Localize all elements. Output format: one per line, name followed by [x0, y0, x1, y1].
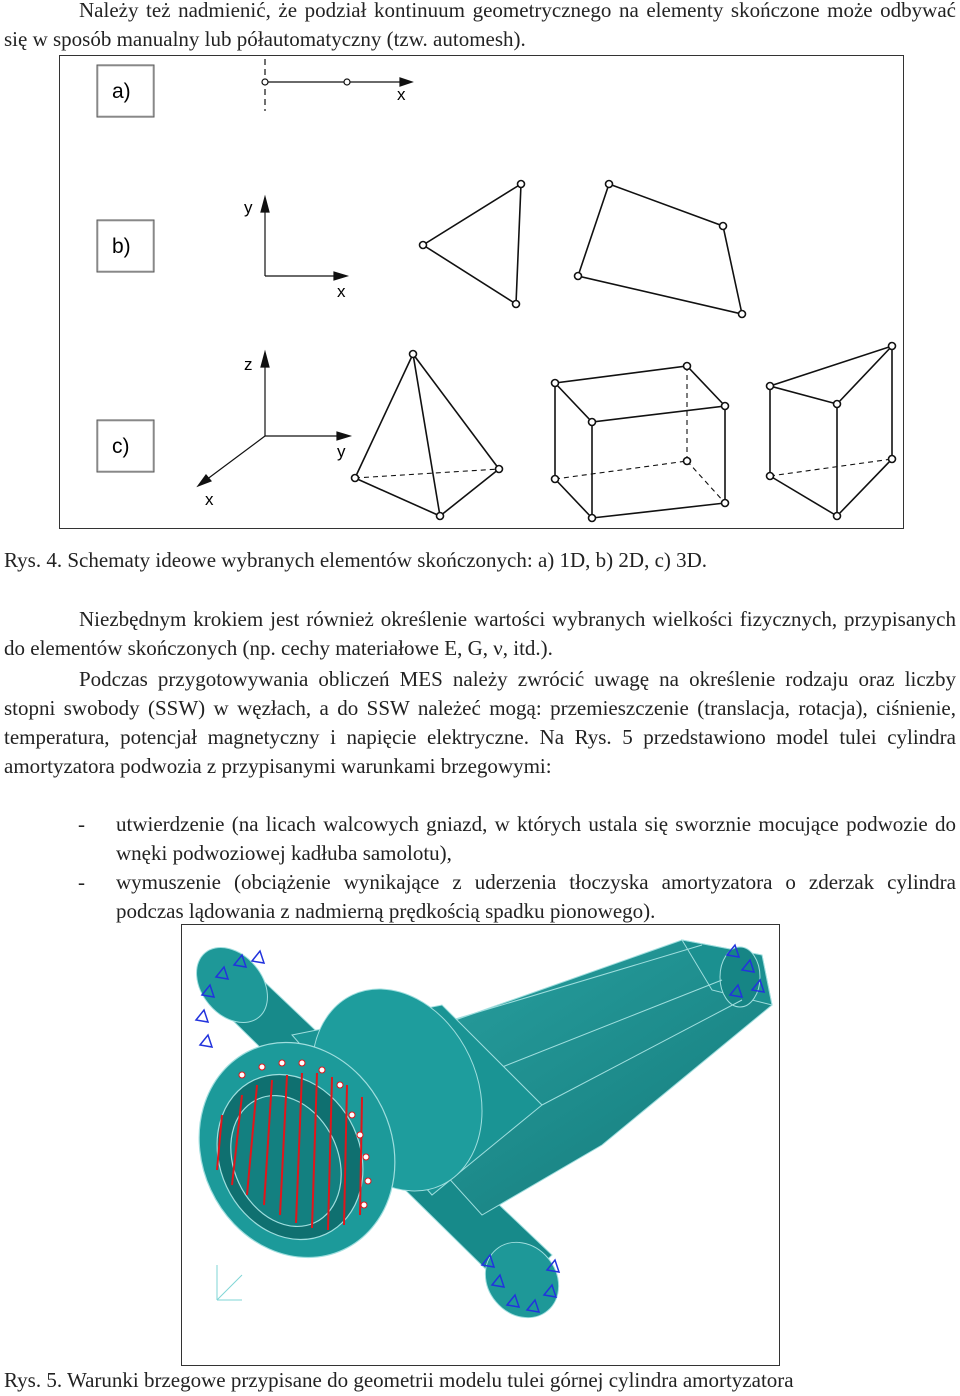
axis-x-label-b: x: [337, 282, 346, 301]
coordinate-triad: [217, 1265, 242, 1300]
intro-paragraph: Należy też nadmienić, że podział kontinuum geometrycznego na elementy skończone może odbywać się w sposób manualny lub półautomatyczny (tzw. automesh).: [4, 0, 956, 51]
axis-x-label-c: x: [205, 490, 214, 509]
label-box-b: [97, 220, 154, 272]
label-b: b): [112, 235, 131, 258]
axes-2d: [261, 197, 347, 280]
axes-3d: [198, 352, 350, 486]
prism-element: [767, 343, 896, 520]
paragraph-material: Niezbędnym krokiem jest również określenie wartości wybranych wielkości fizycznych, przypisanych do elementów skończonych (np. cechy materiałowe E, G, ν, itd.).: [4, 607, 956, 660]
list-bullet: -: [78, 870, 85, 894]
figure-finite-elements: [59, 55, 904, 529]
label-c: c): [112, 435, 130, 458]
list-item-text: utwierdzenie (na licach walcowych gniazd, w których ustala się sworznie mocujące podwozie do wnęki podwoziowej kadłuba samolotu),: [116, 812, 956, 865]
label-a: a): [112, 80, 131, 103]
list-item-text: wymuszenie (obciążenie wynikające z uderzenia tłoczyska amortyzatora o zderzak cylindra podczas lądowania z nadmierną prędkością spadku pionowego).: [116, 870, 956, 923]
figure-fe-model: [181, 924, 780, 1366]
list-item: [78, 810, 956, 868]
list-item: [78, 868, 956, 926]
axis-y-label-b: y: [244, 198, 253, 217]
figure-5-caption: Rys. 5. Warunki brzegowe przypisane do geometrii modelu tulei górnej cylindra amortyzatora: [4, 1368, 794, 1392]
label-box-a: [97, 65, 154, 117]
element-schematics: [60, 56, 903, 528]
cylinder-sleeve-model: [182, 925, 779, 1365]
triangle-element: [420, 181, 525, 308]
list-bullet: -: [78, 812, 85, 836]
axis-1d: [262, 59, 412, 111]
axis-y-label-c: y: [337, 442, 346, 461]
paragraph-dof: Podczas przygotowywania obliczeń MES należy zwrócić uwagę na określenie rodzaju oraz liczby stopni swobody (SSW) w węzłach, a do SSW należeć mogą: przemieszczenie (translacja, rotacja), ciśnienie, temperatura, potencjał magnetyczny i napięcie elektryczne. Na Rys. 5 przedstawiono model tulei cylindra amortyzatora podwozia z przypisanymi warunkami brzegowymi:: [4, 667, 956, 778]
label-box-c: [97, 420, 154, 472]
axis-z-label-c: z: [244, 355, 253, 374]
quad-element: [575, 181, 746, 318]
axis-x-label-a: x: [397, 85, 406, 104]
figure-4-caption: Rys. 4. Schematy ideowe wybranych elementów skończonych: a) 1D, b) 2D, c) 3D.: [4, 548, 708, 572]
tetrahedron-element: [352, 351, 503, 520]
hexahedron-element: [552, 363, 729, 522]
